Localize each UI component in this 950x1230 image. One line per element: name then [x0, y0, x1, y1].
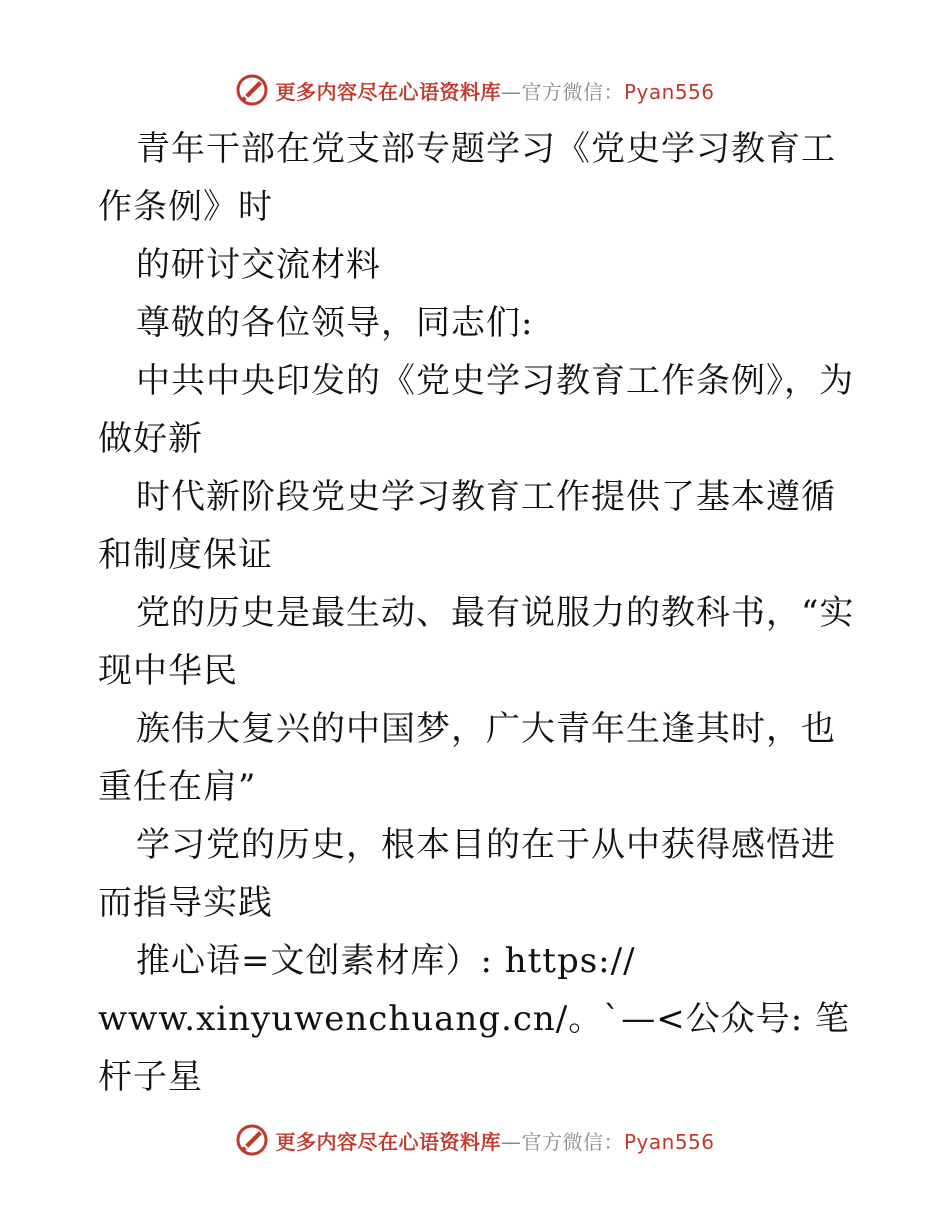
- doc-url-line: www.xinyuwenchuang.cn/。`—<公众号: 笔杆子星: [98, 999, 850, 1097]
- footer-banner-text: [275, 1126, 714, 1155]
- footer-watermark-banner: [0, 1120, 950, 1160]
- doc-paragraph-3: 党的历史是最生动、最有说服力的教科书，“实现中华民: [98, 593, 855, 691]
- banner-text-wechat-label: 官方微信：: [521, 79, 624, 104]
- document-body: [98, 120, 858, 1106]
- doc-source-line: 推心语=文创素材库）: https://: [136, 941, 636, 981]
- banner-wechat-id: Pyan556: [623, 1129, 715, 1154]
- banner-text-library: 心语资料库: [398, 79, 501, 104]
- doc-paragraph-5: 学习党的历史，根本目的在于从中获得感悟进而指导实践: [98, 825, 836, 923]
- banner-dash: —: [500, 79, 522, 104]
- doc-paragraph-4: 族伟大复兴的中国梦，广大青年生逢其时，也重任在肩”: [98, 709, 836, 807]
- header-banner-text: [275, 76, 714, 105]
- footer-banner-inner: [235, 1123, 714, 1157]
- doc-title-line-1: 青年干部在党支部专题学习《党史学习教育工作条例》时: [98, 129, 836, 227]
- banner-text-wechat-label: 官方微信：: [521, 1129, 624, 1154]
- quill-seal-icon: [235, 73, 269, 107]
- banner-text-more: 更多内容尽在: [275, 79, 399, 104]
- banner-dash: —: [500, 1129, 522, 1154]
- header-banner-inner: [235, 73, 714, 107]
- doc-paragraph-2: 时代新阶段党史学习教育工作提供了基本遵循和制度保证: [98, 477, 836, 575]
- banner-text-library: 心语资料库: [398, 1129, 501, 1154]
- banner-wechat-id: Pyan556: [623, 79, 715, 104]
- header-watermark-banner: [0, 70, 950, 110]
- doc-paragraph-1: 中共中央印发的《党史学习教育工作条例》，为做好新: [98, 361, 854, 459]
- banner-text-more: 更多内容尽在: [275, 1129, 399, 1154]
- doc-salutation: 尊敬的各位领导，同志们:: [136, 303, 534, 343]
- quill-seal-icon: [235, 1123, 269, 1157]
- doc-title-line-2: 的研讨交流材料: [136, 245, 381, 285]
